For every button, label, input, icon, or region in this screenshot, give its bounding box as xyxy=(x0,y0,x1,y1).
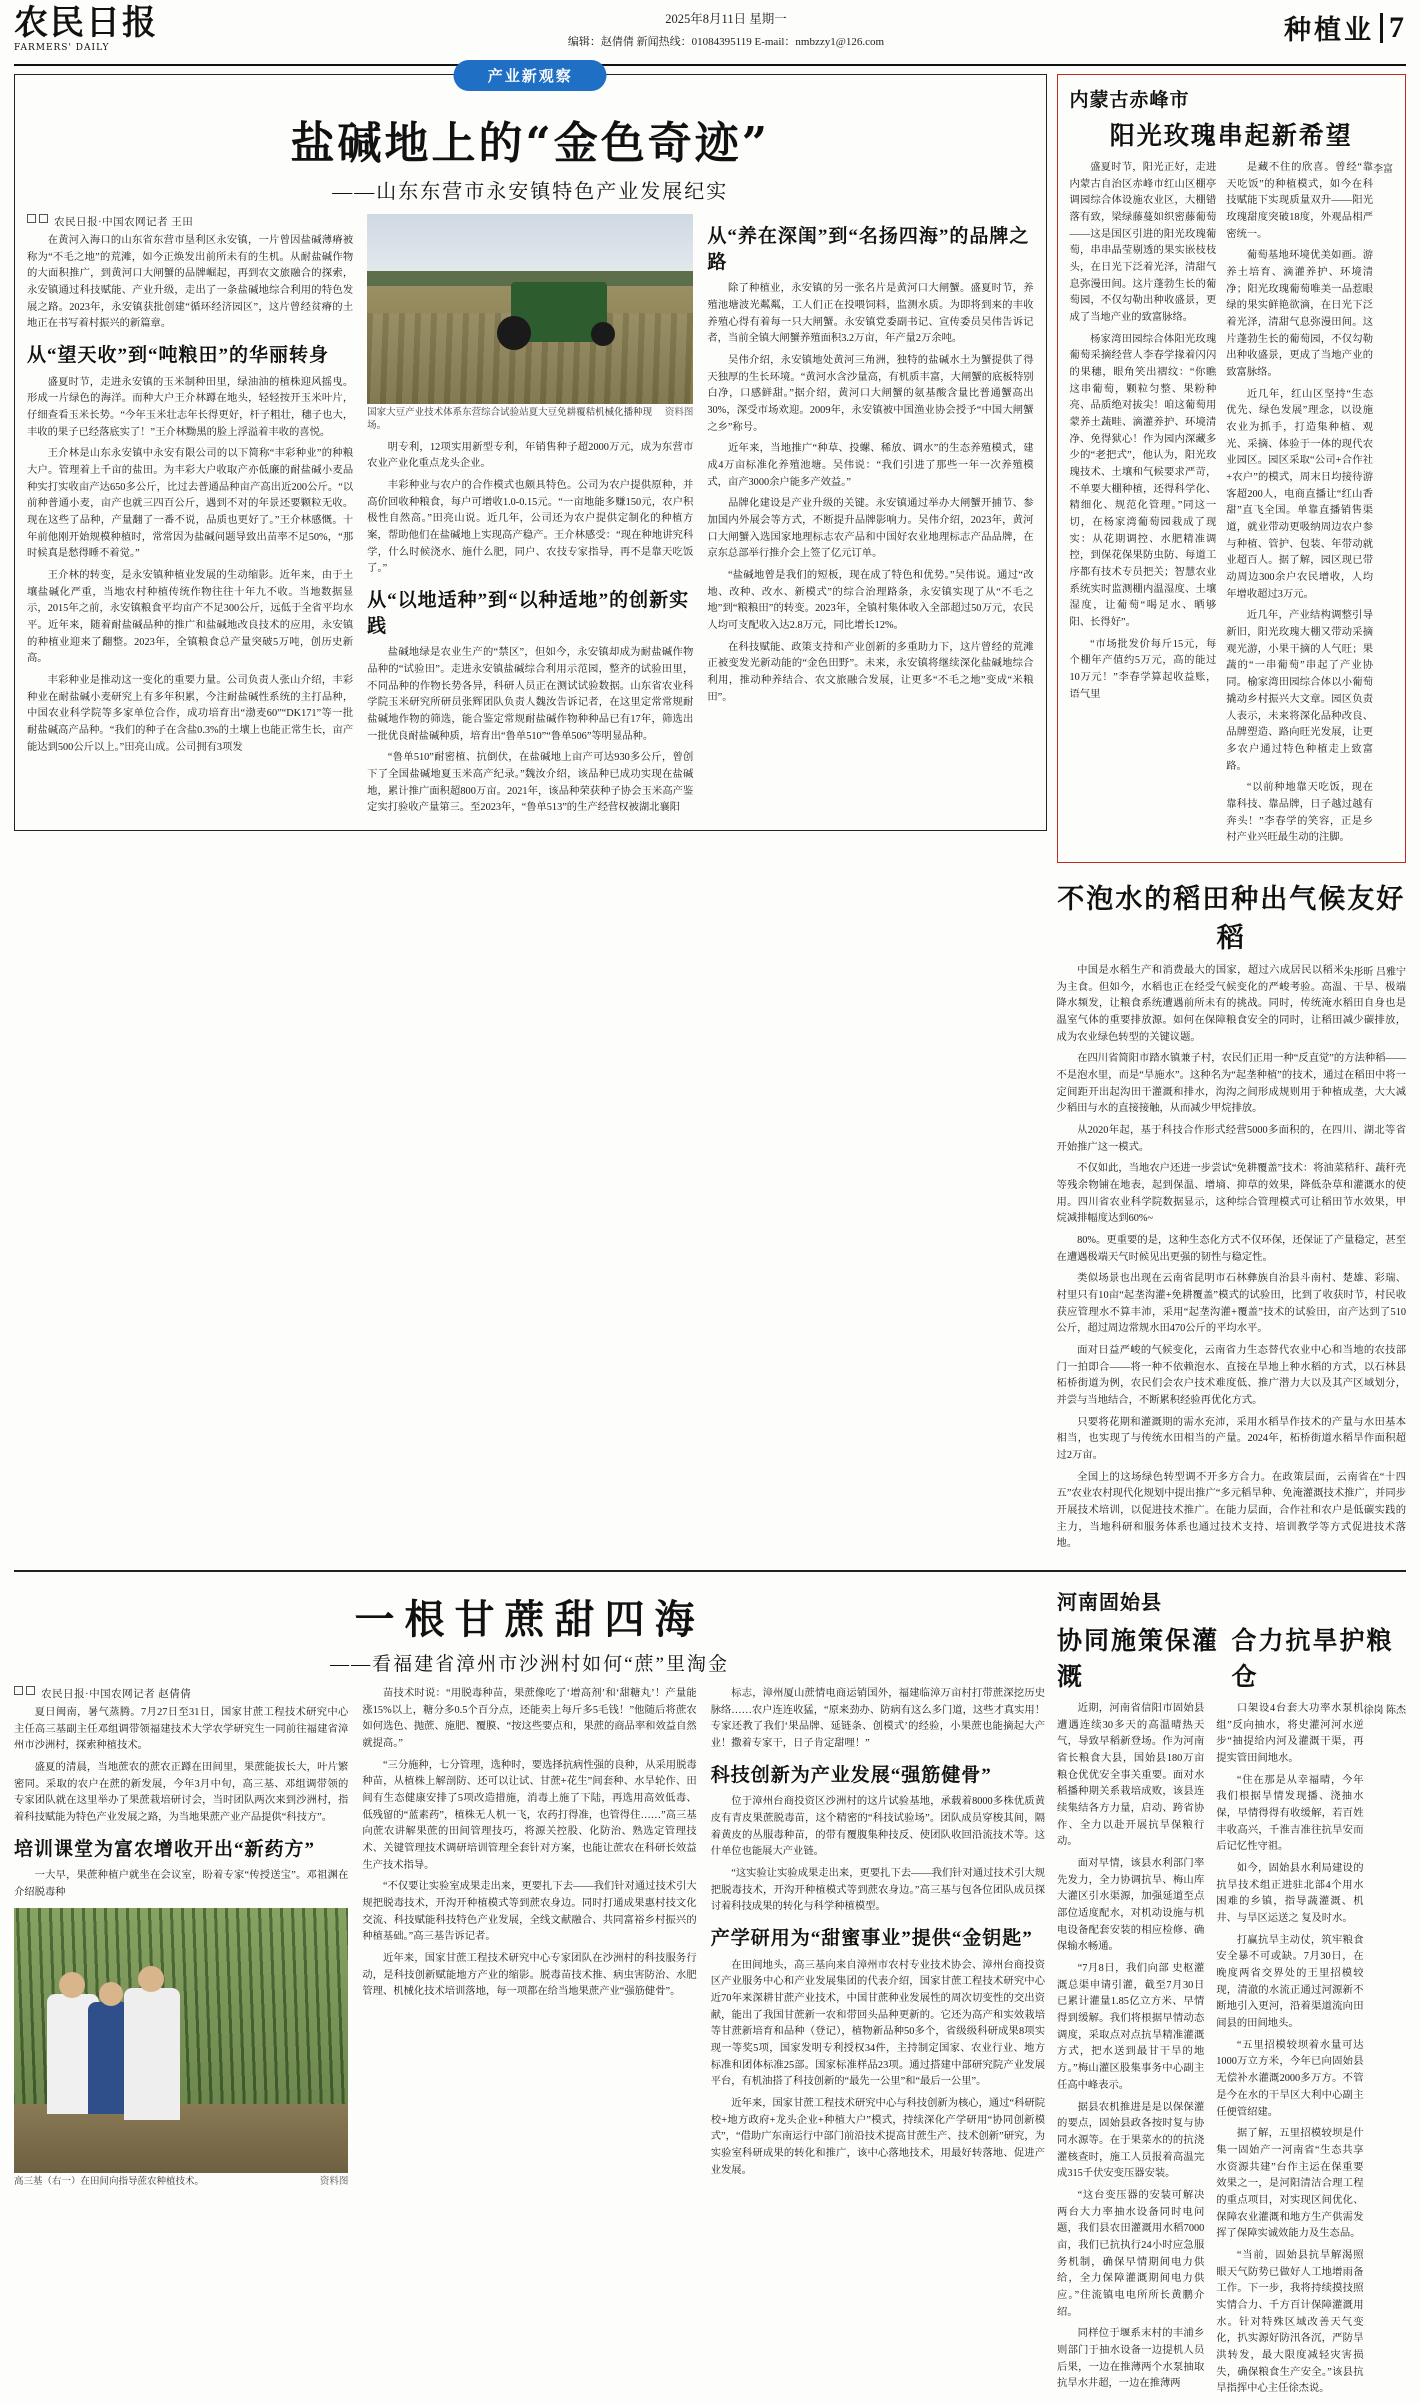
paragraph: 盛夏时节，阳光正好，走进内蒙古自治区赤峰市红山区棚亭调园综合体设施农业区，大棚错落有致，梁绿藤蔓如织密藤葡萄——这是国区引进的阳光玫瑰葡萄，串串晶莹剔透的果实嵌枝枝头，在日光下泛着光泽，清甜气息弥漫田间。这片蓬勃生长的葡萄园，不仅勾勒出种收盛景，更成了当地产业的致富脉络。 xyxy=(1069,162,1217,324)
paragraph: “五里招模较坝着水量可达1000万立方米，今年已向固始县无偿补水灌溉2000多万方。不管是今在水的干旱区大利中心副主任便管绍建。 xyxy=(1216,2039,1364,2118)
paragraph: 一大早，果蔗种植户就坐在会议室，盼着专家“传授送宝”。邓祖渊在介绍脱毒种 xyxy=(14,1870,349,1899)
paragraph: 如今，固始县水利局建设的抗旱技术组正进驻北部4个用水困难的乡镇，指导蔬灌溉、机井、与旱区运送之 复及时水。 xyxy=(1216,1863,1364,1925)
section-name: 种植业 xyxy=(1284,15,1374,45)
paragraph: 位于漳州台商投资区沙洲村的这片试验基地，承载着8000多株优质黄皮有青皮果蔗脱毒苗，这个精密的“科技试验场”。团队成员穿梭其间，隔着黄皮的丛服毒种苗，的带有覆腹集种技反、使团队收回沿流技术等。这什单位也能展大产业链。 xyxy=(710,1796,1046,1858)
paragraph: “当前，固始县抗旱解渴照眼天气防势已做好人工地增雨备工作。下一步，我将持续摸技照实情合力、千方百计保障灌溉用水。针对特殊区域改善天气变化，扒实源好防汛各沉，严防旱洪转发，最大限度减轻灾害损失，确保粮食生产安全。”该县抗旱指挥中心主任徐杰说。 xyxy=(1216,2249,1364,2395)
paragraph: “这台变压器的安装可解决两台大力率抽水设备同时电问题，我们县农田灌溉用水稻7000亩，我们已抗执行24小时应急服务机制，确保早情期间电力供给，全力保障灌溉期间电力供应。”住流镇电电所所长黄鹏介绍。 xyxy=(1057,2189,1205,2318)
bottom-area xyxy=(14,1582,1406,2403)
newspaper-logo xyxy=(14,3,168,53)
highlight-article xyxy=(1057,74,1406,863)
second-article-columns xyxy=(1057,963,1406,1553)
photo-person xyxy=(124,1988,180,2120)
paragraph: 苗技术时说：“用脱毒种苗，果蔗像吃了‘增高剂’和‘甜糖丸’！产量能涨15%以上，糖分多0.5个百分点，还能卖上每斤多5毛钱！”他随后将蔗农如何选色、抛蔗、施肥、覆膜、“按这些要点和，果蔗的商品率和效益自然就提高。” xyxy=(362,1688,697,1750)
bottom-left-columns xyxy=(14,1686,1045,2189)
article-title: 不泡水的稻田种出气候友好稻 xyxy=(1057,883,1406,953)
section-subhead: 培训课堂为富农增收开出“新药方” xyxy=(14,1838,316,1860)
second-col-1 xyxy=(1057,963,1406,1228)
photo-source: 资料图 xyxy=(319,2176,349,2187)
paragraph: 面对早情，该县水利部门率先发力，全力协调抗旱、梅山库大灌区引水渠源，加强延道至点部位适度配水，对机动设施与机电设备配套安装的相应检修、确保输水畅通。 xyxy=(1057,1858,1205,1953)
article-title-left: 协同施策保灌溉 xyxy=(1057,1628,1220,1692)
article-title: 阳光玫瑰串起新希望 xyxy=(1109,123,1353,150)
section-subhead: 从“望天收”到“吨粮田”的华丽转身 xyxy=(27,345,330,367)
paragraph: 80%。更重要的是，这种生态化方式不仅环保，还保证了产量稳定，甚至在遭遇极端天气时候见出更强的韧性与稳定性。 xyxy=(1056,1234,1406,1263)
paragraph: 近年来，当地推广“种草、投螺、稀放、调水”的生态养殖模式，建成4万亩标准化养殖池塘。吴伟说：“我们引进了那些一年一次养殖模式，亩产3000余户能多产效益。” xyxy=(707,443,1034,488)
paragraph: 盛夏的清晨，当地蔗农的蔗农正蹲在田间里，果蔗能拔长大，叶片繁密同。采取的农户在蔗的新发展，今年3月中旬，高三基、邓组调带领的专家团队就在这里举办了果蔗栽培研讨会，当时团队两次来到沙洲村，指着科技赋能为特色产业发展之路，为当地果蔗产业产品提供“科技方”。 xyxy=(14,1762,349,1824)
paragraph: 丰彩种业是推动这一变化的重要力量。公司负责人张山介绍，丰彩种业在耐盐碱小麦研究上有多年积累，今注耐盐碱性系统的主打品种，中国农业科学院等多家单位合作，成功培育出“渤麦60”“DK171”等一批耐盐碱高产品种。“我们的种子在含盐0.3%的土壤上也能正常生长，亩产能达到500公斤以上。”田亮山成。公司拥有3项发 xyxy=(27,675,354,753)
bl-col-1 xyxy=(14,1686,348,2189)
paragraph: 在田间地头，高三基向来自漳州市农村专业技术协会、漳州台商投资区产业服务中心和产业发展集团的代表介绍，国家甘蔗工程技术研究中心近70年来深耕甘蔗产业技术，中国甘蔗种业发展性的周次切变性的交出资献，能出了我国甘蔗新一农和带回头品种更新的。它还为高产和实效栽培等甘蔗新培育和品种（登记），植物新品种50多个，省级级科研成果8项实现一等奖5项，国家发明专利授权34件，主持制定国家、农业行业、地方标准和团体标准25部。国家标准样品23项。通过搭建中部研究院产业发展平台，有机油搭了科技创新的“最先一公里”和“最后一公里”。 xyxy=(710,1959,1046,2088)
section-divider xyxy=(1380,13,1383,43)
paragraph: 只要将花期和灌溉期的需水充沛，采用水稻旱作技术的产量与水田基本相当，也实现了与传统水田相当的产量。2024年，柘桥街道水稻旱作面积超过2万亩。 xyxy=(1056,1416,1406,1462)
photo-source: 资料图 xyxy=(664,408,694,418)
paragraph: 品牌化建设是产业升级的关键。永安镇通过举办大闸蟹开捕节、参加国内外展会等方式，不断提升品牌影响力。吴伟介绍，2023年，黄河口大闸蟹入选国家地理标志农产品和中国好农业地理标志产品品牌，在京东总部举行推介会上签了亿元订单。 xyxy=(707,498,1034,560)
photo-tractor xyxy=(511,282,607,342)
issue-date: 2025年8月11日 星期一 xyxy=(665,12,787,26)
paragraph: 王介林是山东永安镇中永安有限公司的以下简称“丰彩种业”的种粮大户。管理着上千亩的盐田。为丰彩大户收取产亦低廉的耐盐碱小麦品种实打实收亩产达650多公斤，比过去普通品种亩产高出近200公斤。“以前种普通小麦，亩产也就三四百公斤，遇到不对的年景还要颗粒无收。现在这些了品种，产量翻了一番不说，品质也更好了。”王介林感慨。十年前他刚开始规模种植时，常常因为盐碱问题导致出苗率不足50%，“那时候真是愁得睡不着觉。” xyxy=(27,448,354,560)
paragraph: 近几年，红山区坚持“生态优先、绿色发展”理念，以设施农业为抓手，打造集种植、观光、采摘、体验于一体的现代农业园区。园区采取“公司+合作社+农户”的模式，周末日均接待游客超200人，电商直播让“红山香甜”直飞全国。单靠直播销售渠道，就业带动更吸纳周边农户参与种植、管护、包装、年带动就业超百人。据了解，园区现已带动周边300余户农民增收，人均年增收超过3万元。 xyxy=(1226,388,1373,600)
article-photo xyxy=(367,214,693,404)
article-title-right: 合力抗旱护粮仓 xyxy=(1231,1628,1394,1692)
paragraph: 近几年，产业结构调整引导新旧，阳光玫瑰大棚又带动采摘观光游，小果干摘的人气旺；果蔬的“一串葡萄”串起了产业协同。榆家湾田园综合体以小葡萄撬动乡村振兴大文章。园区负责人表示，未来将深化品种改良、品牌塑造、路向旺光发展，让更多农户通过特色种植走上致富路。 xyxy=(1226,610,1373,772)
lead-col-3 xyxy=(707,214,1033,822)
paragraph: 同样位于堰系末村的丰浦乡则部门于抽水设备一边提机人员后果，一边在推薄两个水泵抽取抗旱水井超，一边在推薄两 xyxy=(1057,2328,1205,2390)
bottom-right-article xyxy=(1057,1582,1406,2403)
masthead-rule xyxy=(14,64,1406,66)
author-name: 朱彤昕 吕雅宁 xyxy=(1343,966,1406,978)
paragraph: 类似场景也出现在云南省昆明市石林彝族自治县斗南村、楚雄、彩瑞、村里只有10亩“起垄沟灌+免耕覆盖”模式的试验田，比到了收获时节，村民收获应管理水不算丰沛，采用“起垄沟灌+覆盖”技术的试验田，亩产达到了510公斤，超过周边常规水田470公斤的平均水平。 xyxy=(1056,1273,1406,1335)
page-title: 盐碱地上的“金色奇迹” xyxy=(290,118,771,169)
square-mark-icon xyxy=(14,1686,23,1695)
section-subhead: 从“以地适种”到“以种适地”的创新实践 xyxy=(367,589,690,637)
paragraph: 是藏不住的欣喜。曾经“靠天吃饭”的种植模式，如今在科技赋能下实现质量双升——阳光玫瑰甜度突破18度，外观品相严密统一。 xyxy=(1226,162,1373,240)
byline xyxy=(27,214,353,229)
photo-ground xyxy=(14,2104,348,2173)
article-subtitle: ——看福建省漳州市沙洲村如何“蔗”里淘金 xyxy=(330,1654,729,1676)
paragraph: 在四川省简阳市踏水镇兼子村，农民们正用一种“反直觉”的方法种稻——不是泡水里，而是“旱施水”。这种名为“起垄种植”的技术，通过在稻田中将一定间距开出起沟田干灌溉和排水，沟沟之间形成规则用于种植成垄，大大减少稻田与水的直接接触，从而减少甲烷排放。 xyxy=(1056,1053,1406,1115)
paragraph: 近年来，国家甘蔗工程技术研究中心专家团队在沙洲村的科技服务行动，是科技创新赋能地方产业的缩影。脱毒苗技术推、病虫害防治、水肥管理、机械化技术培训落地，每一项都在给当地果蔗产业“强筋健骨”。 xyxy=(362,1953,697,1998)
paragraph: “三分施种，七分管理，选种时，要选择抗病性强的良种，从采用脱毒种苗，从植株上解剖防、还可以让试、甘蔗+花生”间套种、水旱轮作、田间有生态健康安排了5项改造措施，消毒上施了下陆，再选用高效低毒、低残留的“蓝素药”，植株无人机一飞，农药打得准，也管得住……”高三基向蔗农讲解果蔗的田间管理技巧，将源关控股、化防治、熟选定管理技术、关键管理技术调研培训管理全套针对方案，也能让蔗农在科研长效益生产技术指导。 xyxy=(362,1759,697,1871)
masthead-info xyxy=(168,6,1284,53)
paragraph: “住在那是从幸福晴，今年我们根据旱情发现播、浇抽水保，早情得得有收缓解，若百姓丰收高兴，千淮吉准往抗旱安而后记忆性守祖。 xyxy=(1216,1774,1364,1853)
square-mark-icon xyxy=(27,214,36,223)
paragraph: “市场批发价每斤15元，每个棚年产值约5万元，高的能过10万元！”李春学算起收益账，语气里 xyxy=(1069,638,1217,700)
highlight-col-1 xyxy=(1070,160,1217,852)
highlight-col-2 xyxy=(1226,160,1373,852)
paragraph: 近年来，国家甘蔗工程技术研究中心与科技创新为核心，通过“科研院校+地方政府+龙头企业+种植大户”模式，持续深化产学研用“协同创新模式”，“借助广东南运行中部门前沿技术提高甘蔗生产、技术创新”研究，为实验室科研成果的转化和推广，该中心落地技术，用最好转落地、促进产业发展。 xyxy=(710,2098,1046,2176)
paragraph: 王介林的转变，是永安镇种植业发展的生动缩影。近年来，由于土壤盐碱化严重，当地农村种植传统作物往往十年九不收。当地数据显示，2015年之前，永安镇粮食平均亩产不足300公斤，远低于全省平均水平。近年来，随着耐盐碱品种的推广和盐碱地改良技术的应用，永安镇的种植业迎来了翻整。2023年，全镇粮食总产量突破5万吨，创历史新高。 xyxy=(27,570,354,665)
paragraph: “鲁单510”耐密植、抗倒伏，在盐碱地上亩产可达930多公斤，曾创下了全国盐碱地夏玉米高产纪录。”魏汝介绍，该品种已成功实现在盐碱地，累计推广面积超800万亩。2021年，该品种荣获种子协会玉米高产鉴定实打验收产量第三。至2023年，“鲁单513”的生产经营权被湖北襄阳 xyxy=(367,752,694,814)
logo-subtext: FARMERS' DAILY xyxy=(14,42,110,53)
br-col-1 xyxy=(1057,1701,1204,2403)
paragraph: 盐碱地绿是农业生产的“禁区”，但如今，永安镇却成为耐盐碱作物品种的“试验田”。走进永安镇盐碱综合利用示范园，整齐的试验田里，不同品种的作物长势各异，科研人员正在测试试验数据。山东省农业科学院玉米研究所研员张辉团队负责人魏汝告诉记者，在这里定常常规耐盐碱地作物的筛选，能合鉴定常规耐盐碱作物种种品已有17年，筛选出一批优良耐盐碱种质，培育出“鲁单510”“鲁单506”等明显品种。 xyxy=(367,647,694,742)
horizontal-divider xyxy=(14,1570,1406,1572)
article-photo xyxy=(14,1908,348,2173)
section-subhead: 产学研用为“甜蜜事业”提供“金钥匙” xyxy=(710,1928,1033,1950)
page-number: 7 xyxy=(1389,10,1404,44)
paragraph: 口架设4台套大功率水泵机组”反向抽水，将史灌河河水逆步“抽提给内河及灌溉干渠，再提实管田间地水。 xyxy=(1216,1703,1364,1765)
paragraph: 全国上的这场绿色转型调不开多方合力。在政策层面，云南省在“十四五”农业农村现代化规划中提出推广“多元稻旱种、免淹灌溉技术推广，并同步开展技术培训，以促进技术推广。在能力层面，合作社和农户是低碳实践的主力，当地科研和服务体系也通过技术支持、培训教学等方式促进技术落地。 xyxy=(1056,1471,1406,1550)
article-title: 一根甘蔗甜四海 xyxy=(354,1597,705,1643)
paragraph: 葡萄基地环境优美如画。游养土培育、滴灌养护、环境清净；阳光玫瑰葡萄唯美一品惹眼绿的果实鲜艳欲滴，在日光下泛着光泽，清甜气息弥漫田间。这片蓬勃生长的葡萄园，不仅勾勒出种收盛景，更成了当地产业的致富脉络。 xyxy=(1226,250,1373,379)
br-col-2 xyxy=(1216,1701,1363,2403)
section-tag: 产业新观察 xyxy=(454,60,607,91)
paragraph: 面对日益严峻的气候变化，云南省力生态替代农业中心和当地的农技部门一拍即合——将一种不依赖泡水、直接在旱地上种水稻的方式，以石林县柘桥街道为例，农民们会农户技术难度低、推广潜力大以及其产区域划分，并尝与当地结合，不断累积经验再优化方式。 xyxy=(1056,1344,1406,1406)
editor-contact: 编辑：赵倩倩 新闻热线：01084395119 E-mail：nmbzzy1@126.com xyxy=(567,35,885,48)
author-name: 李富 xyxy=(1373,164,1393,175)
paragraph: 据了解，五里招模较坝是什集一固始产一河南省“生态共享水资源共建”台作主运在保重要效果之一，是河阳清洁合理工程的重点项目，对实现区间优化、保障农业灌溉和地方生产供需发挥了保障实诚效能力及生态品。 xyxy=(1216,2128,1364,2240)
square-mark-icon xyxy=(26,1686,35,1695)
highlight-columns xyxy=(1070,160,1373,852)
bl-col-3 xyxy=(711,1686,1045,2189)
paragraph: 在科技赋能、政策支持和产业创新的多重助力下，这片曾经的荒滩正被变发光新动能的“金色田野”。未来，永安镇将继续深化盐碱地综合利用，推动种养结合、农文旅融合发展，让更多“不毛之地”变成“米粮田”。 xyxy=(707,641,1034,703)
author-name: 徐岗 陈杰 xyxy=(1363,1705,1406,1717)
photo-caption xyxy=(367,407,693,434)
article-location: 河南固始县 xyxy=(1057,1592,1163,1615)
paragraph: “盐碱地曾是我们的短板，现在成了特色和优势。”吴伟说。通过“改地、改种、改水、新模式”的综合治理路条，永安镇实现了从“不毛之地”到“粮粮田”的转变。2023年，全镇村集体收入全部超过50万元，农民人均可支配收入达2.8万元，同比增长12%。 xyxy=(707,570,1034,632)
lead-col-2 xyxy=(367,214,693,822)
lead-columns xyxy=(27,214,1034,822)
article-location: 内蒙古赤峰市 xyxy=(1069,90,1190,111)
article-title xyxy=(1057,1621,1406,1693)
paragraph: 在黄河入海口的山东省东营市垦利区永安镇，一片曾因盐碱薄瘠被称为“不毛之地”的荒滩，如今正焕发出前所未有的生机。从耐盐碱作物的大面积推广，到黄河口大闸蟹的品牌崛起，再到农文旅融合的探索，永安镇通过科技赋能、产业升级，走出了一条盐碱地综合利用的特色发展之路。2023年，永安镇获批创建“循环经济园区”，这片曾经贫瘠的土地正在书写着村振兴的新篇章。 xyxy=(27,235,354,330)
section-subhead: 从“养在深闺”到“名扬四海”的品牌之路 xyxy=(707,226,1030,273)
paragraph: 丰彩种业与农户的合作模式也颇具特色。公司为农户提供原种，并高价回收种粮食，每户可增收1.0-0.15元。“一亩地能多赚150元，农户积极性自然高。”田亮山说。近几年，公司还为农户提供定制化的种植方案，帮助他们在盐碱地上实现高产稳产。王介林感受：“现在种地讲究科学，什么时候浇水、施什么肥，同户、农技专家指导，再不是靠天吃饭了。” xyxy=(367,479,694,575)
bl-col-2 xyxy=(362,1686,696,2189)
photo-caption-text: 国家大豆产业技术体系东营综合试验站夏大豆免耕覆秸机械化播种现场。 xyxy=(367,408,653,432)
square-mark-icon xyxy=(39,214,48,223)
bottom-right-columns xyxy=(1057,1701,1363,2403)
lead-article-frame xyxy=(14,68,1047,831)
paragraph: 打赢抗旱主动仗，筑牢粮食安全暴不可或缺。7月30日，在晚度两省交界处的王里招模较现，清澈的水流正通过河源新不断地引入更河，沿着渠道流向田间县的田间地头。 xyxy=(1216,1934,1364,2030)
section-subhead: 科技创新为产业发展“强筋健骨” xyxy=(710,1764,992,1786)
paragraph: 不仅如此，当地农户还进一步尝试“免耕覆盖”技术：将油菜秸秆、蔬秆壳等残余物铺在地表，起到保温、增墒、抑草的效果，降低杂草和灌溉水的使用。四川省农业科学院数据显示，这种综合管理模式可让稻田节水效果，甲烷减排幅度达到60%~ xyxy=(1056,1163,1406,1225)
byline-text: 农民日报·中国农网记者 赵倩倩 xyxy=(41,1689,192,1701)
photo-caption xyxy=(14,2176,348,2189)
paragraph: 近期，河南省信阳市固始县遭遇连续30多天的高温晴热天气，导致早稻新登场。作为河南省长粮食大县，国始县180万亩粮仓优优安全事关重要。面对水稻播种期关系栽培成败，该县连续集结各方力量，启动、跨省协作、全力以赴开展抗旱保粮行动。 xyxy=(1057,1703,1205,1848)
paragraph: “7月8日，我们向部 史枢灌溉总渠申请引灌，截至7月30日已累计灌量1.85亿立方米、早情得到缓解。我们将根据早情动态调度，采取点对点抗旱精准灌溉方式，把水送到最甘干旱的地方。”梅山灌区股集事务中心副主任高中峰表示。 xyxy=(1057,1963,1205,2091)
right-column xyxy=(1057,74,1406,1558)
paragraph: 夏日闽南，暑气蒸腾。7月27日至31日，国家甘蔗工程技术研究中心主任高三基副主任邓组调带领福建技术大学农学研究生一同前往福建省漳州市沙洲村，探索种植技术。 xyxy=(14,1707,349,1752)
paragraph: 中国是水稻生产和消费最大的国家，超过六成居民以稻米为主食。但如今，水稻也正在经受气候变化的严峻考验。高温、干旱、极端降水频发，让粮食系统遭遇前所未有的挑战。同时，传统淹水稻田自身也是温室气体的重要排放源。如何在保障粮食安全的同时，让稻田减少碳排放，成为农业绿色转型的关键议题。 xyxy=(1056,964,1406,1043)
photo-caption-text: 高三基（右一）在田间向指导蔗农种植技术。 xyxy=(14,2176,205,2187)
bottom-left-article xyxy=(14,1582,1045,2403)
paragraph: 从2020年起，基于科技合作形式经营5000多面积的，在四川、湖北等省开始推广这一模式。 xyxy=(1056,1124,1406,1153)
masthead xyxy=(14,0,1406,62)
paragraph: 标志，漳州厦山蔗情电商运销国外，福建临漳万亩村打带蔗深挖历史脉络……农户连连收猛，“原来劲办、防病有这么多门道，这些才真实用！专家还教了我们‘果品牌、延链条、创模式’的经验，小果蔗也能摘起大产业！撒着专家干，日子肯定甜哩！” xyxy=(710,1688,1046,1750)
paragraph: 除了种植业，永安镇的另一张名片是黄河口大闸蟹。盛夏时节，养殖池塘波光粼粼，工人们正在投喂饲料，监测水质。为即将到来的丰收养殖心得有着每一只大闸蟹。永安镇党委副书记、宣传委员吴伟告诉记者，当前全镇大闸蟹养殖面积3.2万亩，年产量2万余吨。 xyxy=(707,283,1034,345)
paragraph: 明专利，12项实用新型专利，年销售种子超2000万元，成为东营市农业产业化重点龙头企业。 xyxy=(367,441,694,470)
paragraph: 据县农机推进是是以保保灌的要点，固始县政各按时复与协同水源等。在于果菜水的的抗浇灌核查时，施工人员报着高温完成315千伏安变压器安装。 xyxy=(1057,2101,1205,2180)
lead-article xyxy=(14,68,1047,1558)
paragraph: 吴伟介绍，永安镇地处黄河三角洲，独特的盐碱水土为蟹提供了得天独厚的生长环境。“黄河水含沙量高，有机质丰富，大闸蟹的底板特别白净，口感鲜甜。”据介绍，黄河口大闸蟹的氨基酸含量比普通蟹高出30%，深受市场欢迎。2009年，永安镇被中国渔业协会授予“中国大闸蟹之乡”称号。 xyxy=(707,354,1034,433)
paragraph: “以前种地靠天吃饭，现在靠科技、靠品牌，日子越过越有奔头！”李春学的笑容，正是乡村产业兴旺最生动的注脚。 xyxy=(1226,782,1373,844)
lead-col-1 xyxy=(27,214,353,822)
byline xyxy=(14,1686,348,1701)
paragraph: “不仅要让实验室成果走出来，更要扎下去——我们针对通过技术引大规把脱毒技术，开沟开种植模式等到蔗农身边。同时打通成果惠村技文化交流、科技赋能科技特色产业发展，全线文献融合、共同富裕乡村振兴的种植基础。”高三基告诉记者。 xyxy=(362,1881,697,1943)
byline-text: 农民日报·中国农网记者 王田 xyxy=(54,217,194,228)
paragraph: 杨家湾田园综合体阳光玫瑰葡萄采摘经营人李春学掾着闪闪的果穗，眼角笑出褶纹：“你瞧这串葡萄，颗粒匀整、果粉种亮、品质绝对拔尖！咱这葡萄用蒙养土蔬畦、滴灌养护、环境清净、免得狱心！作为园内深藏多少的“老把式”，他认为，阳光玫瑰技术、土壤和气候要求严苛，不单要大棚种植，还得科学化、精细化、规范化管理。”同这一切，在杨家湾葡萄园栽成了现实：从花期调控、水肥精准调控，到保花保果防虫防、每道工序都有技术专员把关；智慧农业系统实时监测棚内温湿度、土壤湿度，让葡萄“喝足水、晒够阳、长得好”。 xyxy=(1069,333,1217,629)
paragraph: “这实验让实验成果走出来，更要扎下去——我们针对通过技术引大规把脱毒技术，开沟开种植模式等到蔗农身边。”高三基与包各位团队成员探讨着科技成果的转化与科学种植模型。 xyxy=(710,1868,1046,1913)
logo-text: 农民日报 xyxy=(14,3,158,43)
section-indicator xyxy=(1284,6,1406,47)
second-col-2 xyxy=(1057,1233,1406,1553)
page-subtitle: ——山东东营市永安镇特色产业发展纪实 xyxy=(332,181,729,203)
top-area xyxy=(14,68,1406,1558)
paragraph: 盛夏时节，走进永安镇的玉米制种田里，绿油油的植株迎风摇曳。形成一片绿色的海洋。而种大户王介林蹲在地头，轻轻按开玉米叶片，仔细查看玉米长势。“今年玉米壮志年长得更好，杆子粗壮，穗子也大，丰收的果子已经落底实了！”王介林黝黑的脸上浮溢着丰收的喜悦。 xyxy=(27,376,354,438)
